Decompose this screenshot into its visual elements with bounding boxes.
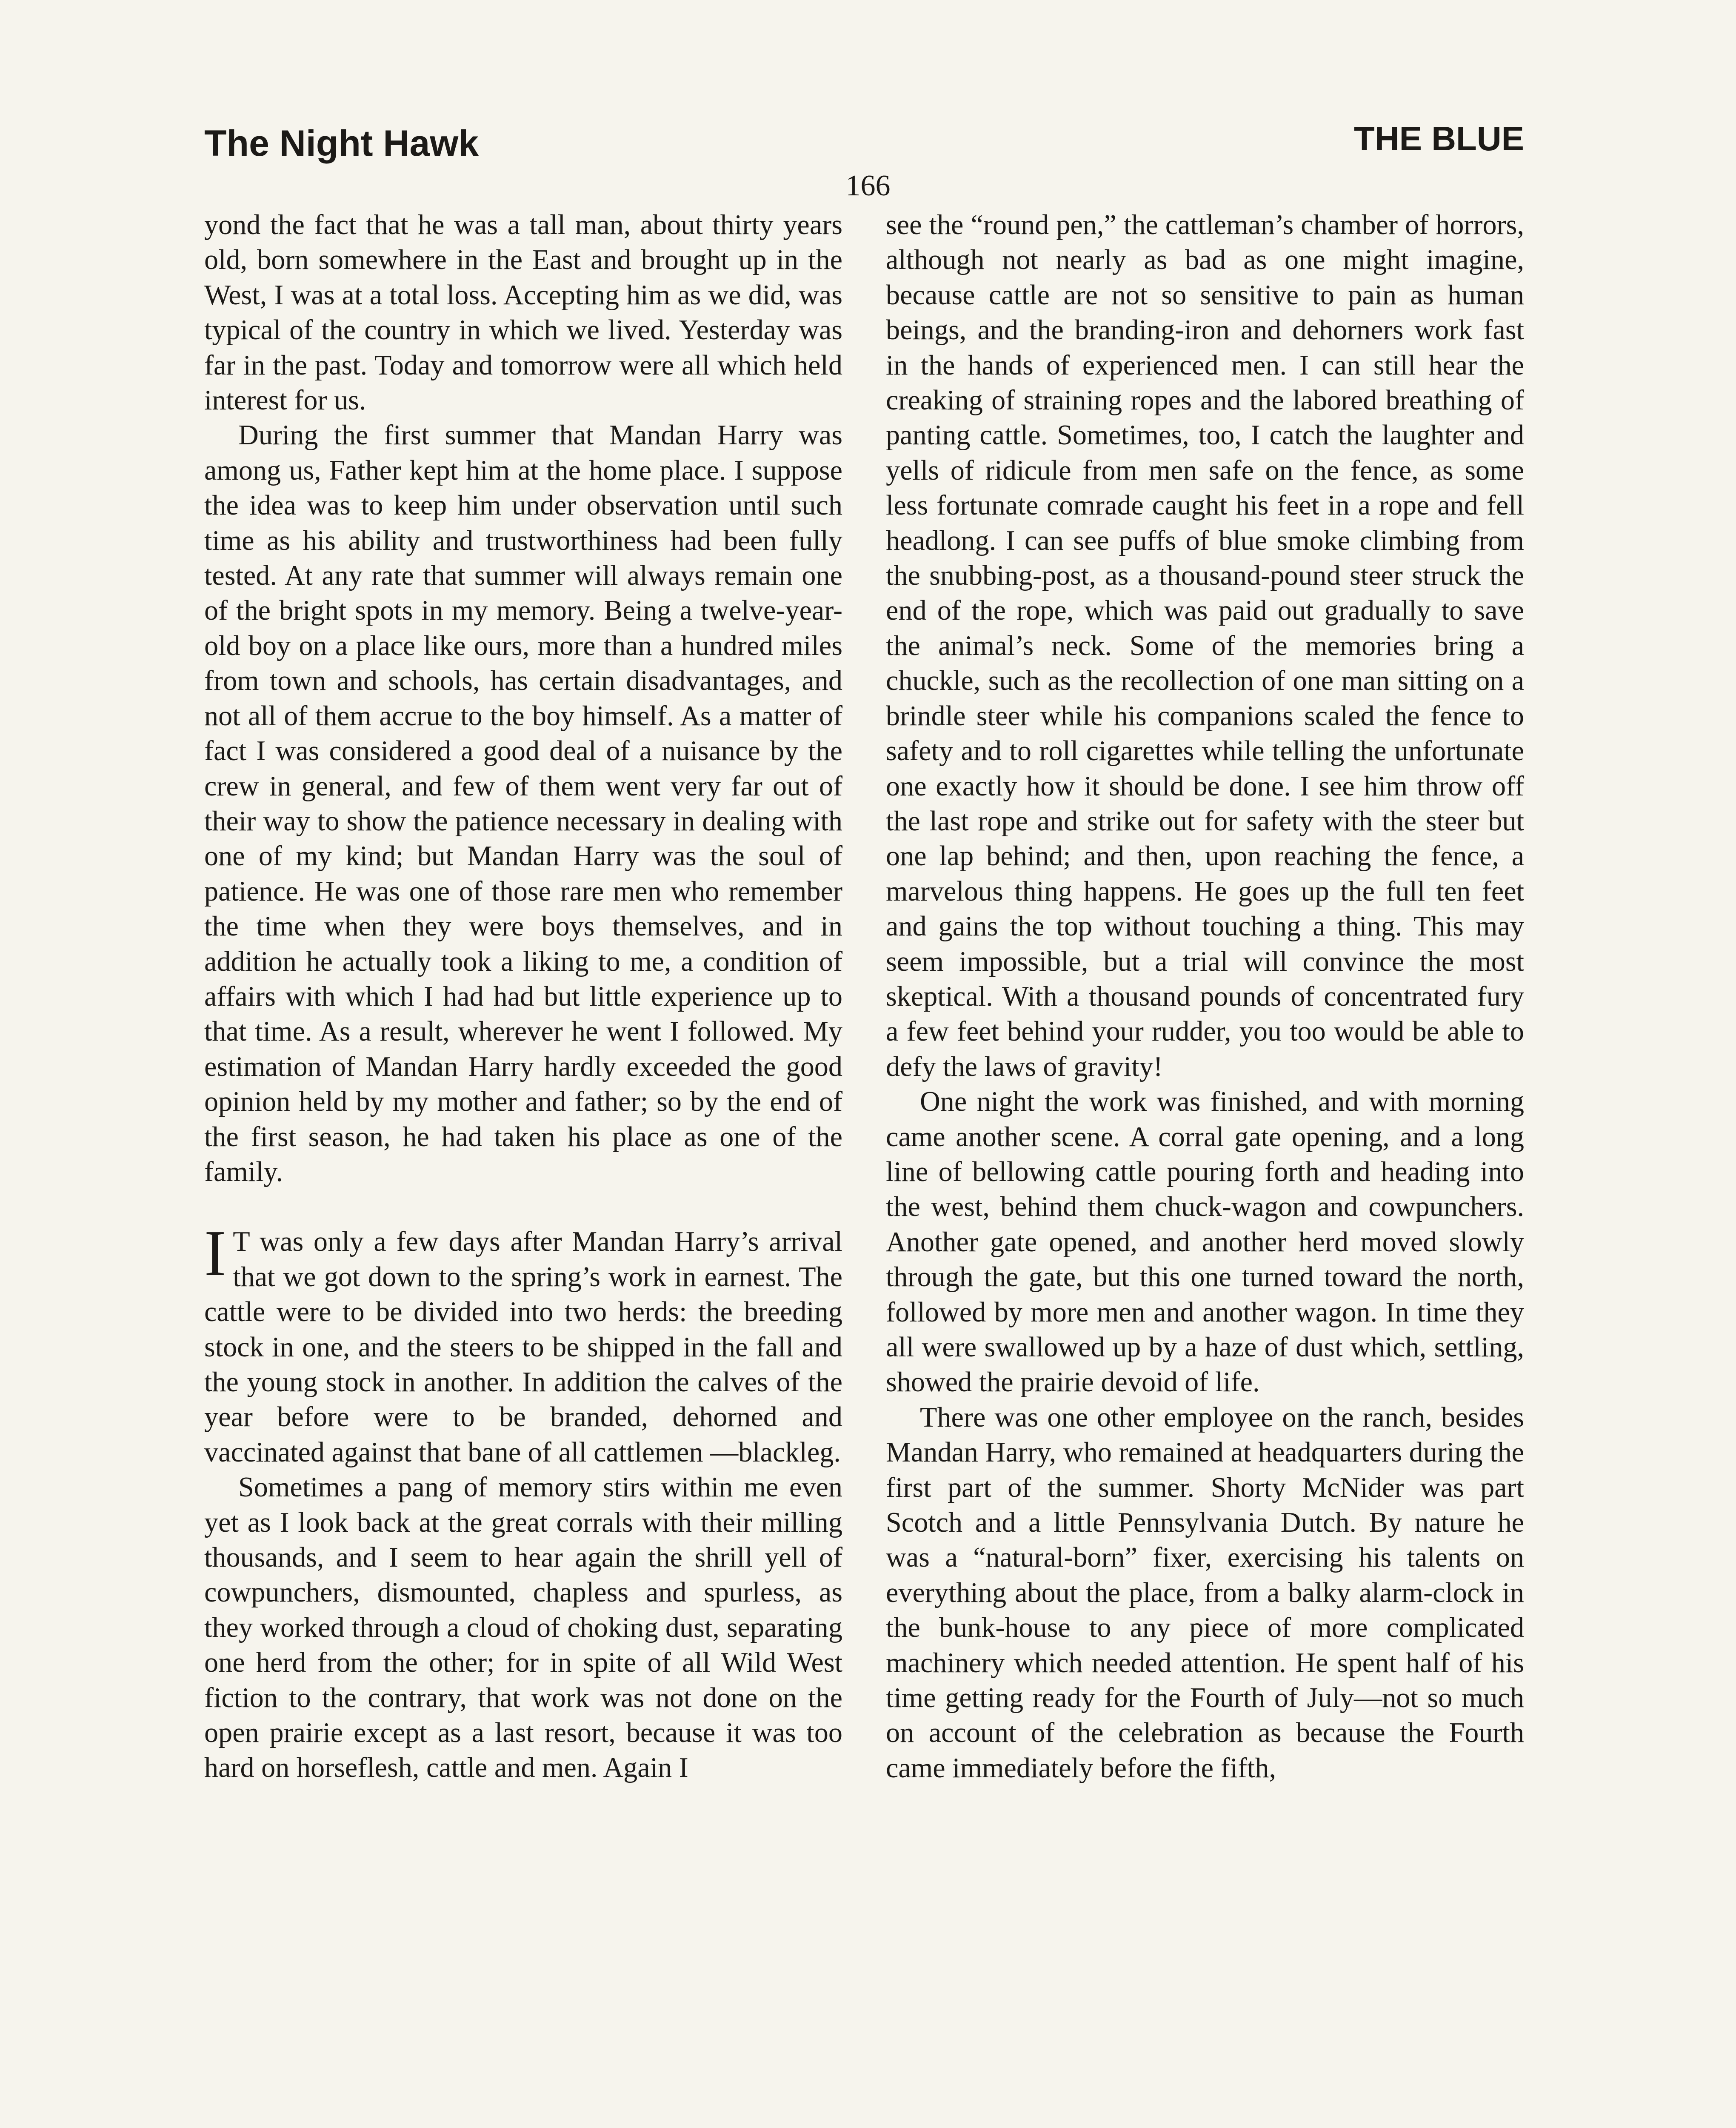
body-paragraph: There was one other employee on the ranch, besides Mandan Harry, who remained at headquarters during the first part of the summer. Shorty McNider was part Scotch and a little Pennsylvania Dutch. By nature he was a “natural-born” fixer, exercising his talents on everything about the place, from a balky alarm-clock in the bunk-house to any piece of more complicated machinery which needed attention. He spent half of his time getting ready for the Fourth of July—not so much on account of the celebration as because the Fourth came immediately before the fifth, xyxy=(886,1402,1524,1784)
running-header-magazine: THE BLUE xyxy=(1354,120,1524,157)
drop-cap: I xyxy=(204,1217,226,1290)
body-paragraph: yond the fact that he was a tall man, about thirty years old, born somewhere in the East and brought up in the West, I was at a total loss. Accepting him as we did, was typical of the country in which we lived. Yesterday was far in the past. Today and tomorrow were all which held interest for us. xyxy=(204,209,842,416)
body-paragraph: During the first summer that Mandan Harry was among us, Father kept him at the home place. I suppose the idea was to keep him under observation until such time as his ability and trustworthiness had been fully tested. At any rate that summer will always remain one of the bright spots in my memory. Being a twelve-year-old boy on a place like ours, more than a hundred miles from town and schools, has certain disadvantages, and not all of them accrue to the boy himself. As a matter of fact I was considered a good deal of a nuisance by the crew in general, and few of them went very far out of their way to show the patience necessary in dealing with one of my kind; but Mandan Harry was the soul of patience. He was one of those rare men who remember the time when they were boys themselves, and in addition he actually took a liking to me, a condition of affairs with which I had had but little experience up to that time. As a result, wherever he went I followed. My estimation of Mandan Harry hardly exceeded the good opinion held by my mother and father; so by the end of the first season, he had taken his place as one of the family. xyxy=(204,420,842,1187)
left-column xyxy=(204,208,842,1786)
section-opening-paragraph xyxy=(204,1217,842,1470)
page-number: 166 xyxy=(845,169,891,202)
right-column xyxy=(886,208,1524,1786)
body-paragraph: see the “round pen,” the cattleman’s chamber of horrors, although not nearly as bad as one might imagine, because cattle are not so sensitive to pain as human beings, and the branding-iron and dehorners work fast in the hands of experienced men. I can still hear the creaking of straining ropes and the labored breathing of panting cattle. Sometimes, too, I catch the laughter and yells of ridicule from men safe on the fence, as some less fortunate comrade caught his feet in a rope and fell headlong. I can see puffs of blue smoke climbing from the snubbing-post, as a thousand-pound steer struck the end of the rope, which was paid out gradually to save the animal’s neck. Some of the memories bring a chuckle, such as the recollection of one man sitting on a brindle steer while his companions scaled the fence to safety and to roll cigarettes while telling the unfortunate one exactly how it should be done. I see him throw off the last rope and strike out for safety with the steer but one lap behind; and then, upon reaching the fence, a marvelous thing happens. He goes up the full ten feet and gains the top without touching a thing. This may seem impossible, but a trial will convince the most skeptical. With a thousand pounds of concentrated fury a few feet behind your rudder, you too would be able to defy the laws of gravity! xyxy=(886,209,1524,1082)
body-paragraph: One night the work was finished, and with morning came another scene. A corral gate opening, and a long line of bellowing cattle pouring forth and heading into the west, behind them chuck-wagon and cowpunchers. Another gate opened, and another herd moved slowly through the gate, but this one turned toward the north, followed by more men and another wagon. In time they all were swallowed up by a haze of dust which, settling, showed the prairie devoid of life. xyxy=(886,1086,1524,1398)
section-opening-text: T was only a few days after Mandan Harry’s arrival that we got down to the spring’s work in earnest. The cattle were to be divided into two herds: the breeding stock in one, and the steers to be shipped in the fall and the young stock in another. In addition the calves of the year before were to be branded, dehorned and vaccinated against that bane of all cattlemen —blackleg. xyxy=(204,1226,842,1468)
body-paragraph: Sometimes a pang of memory stirs within me even yet as I look back at the great corrals with their milling thousands, and I seem to hear again the shrill yell of cowpunchers, dismounted, chapless and spurless, as they worked through a cloud of choking dust, separating one herd from the other; for in spite of all Wild West fiction to the contrary, that work was not done on the open prairie except as a last resort, because it was too hard on horseflesh, cattle and men. Again I xyxy=(204,1472,842,1784)
running-header-title: The Night Hawk xyxy=(204,123,479,164)
